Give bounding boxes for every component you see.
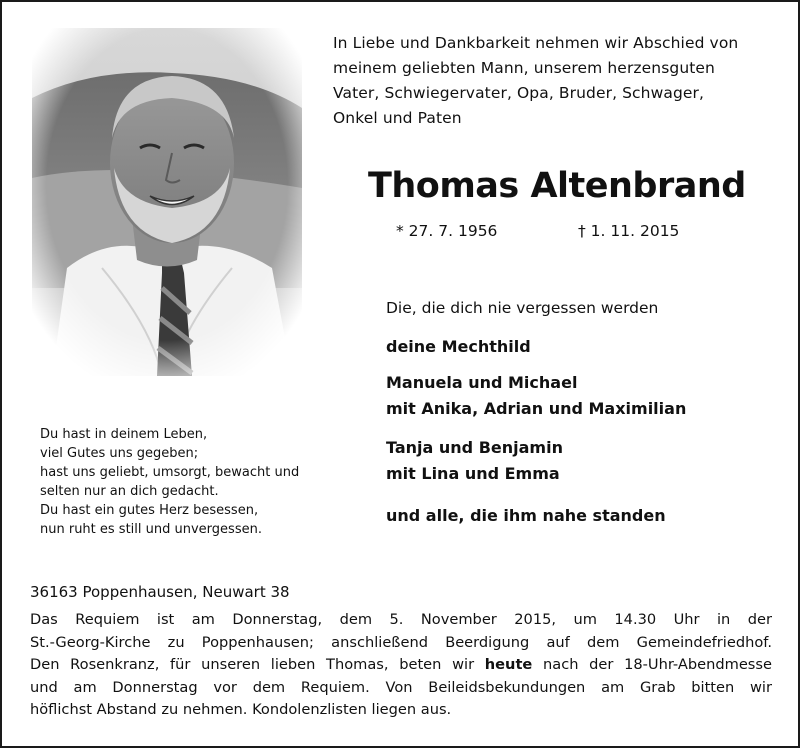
intro-line: In Liebe und Dankbarkeit nehmen wir Abschied von [333, 34, 739, 52]
mourner-group-4 [386, 503, 666, 529]
mourner-line: und alle, die ihm nahe standen [386, 506, 666, 525]
intro-line: Onkel und Paten [333, 109, 462, 127]
notice-text: nach der 18-Uhr-Abendmesse [532, 656, 772, 674]
poem-line: Du hast in deinem Leben, [40, 427, 208, 442]
mourners-intro: Die, die dich nie vergessen werden [386, 299, 659, 317]
intro-line: Vater, Schwiegervater, Opa, Bruder, Schwager, [333, 84, 705, 102]
notice-emphasis: heute [484, 656, 533, 674]
intro-text [333, 31, 773, 131]
notice-line: Das Requiem ist am Donnerstag, dem 5. November 2015, um 14.30 Uhr in der [30, 611, 772, 628]
poem-line: hast uns geliebt, umsorgt, bewacht und [40, 465, 300, 480]
address: 36163 Poppenhausen, Neuwart 38 [30, 583, 290, 601]
mourner-line: Manuela und Michael [386, 373, 578, 392]
mourner-group-2 [386, 370, 686, 422]
mourner-group-1 [386, 334, 531, 360]
portrait-photo [32, 28, 302, 376]
poem-line: nun ruht es still und unvergessen. [40, 522, 262, 537]
mourner-line: mit Anika, Adrian und Maximilian [386, 399, 687, 418]
deceased-name: Thomas Altenbrand [368, 166, 746, 206]
notice-line [30, 654, 772, 677]
death-date: † 1. 11. 2015 [578, 222, 680, 240]
notice-line: höflichst Abstand zu nehmen. Kondolenzlisten liegen aus. [30, 701, 452, 719]
mourner-line: mit Lina und Emma [386, 464, 560, 483]
mourner-line: deine Mechthild [386, 337, 531, 356]
notice-line: St.-Georg-Kirche zu Poppenhausen; anschließend Beerdigung auf dem Gemeindefriedhof. [30, 633, 772, 651]
intro-line: meinem geliebten Mann, unserem herzensguten [333, 59, 715, 77]
notice-text: Den Rosenkranz, für unseren lieben Thomas, beten wir [30, 656, 485, 674]
poem-line: Du hast ein gutes Herz besessen, [40, 503, 259, 518]
birth-date: * 27. 7. 1956 [396, 222, 498, 240]
poem-line: selten nur an dich gedacht. [40, 484, 219, 499]
funeral-notice [30, 609, 772, 722]
mourner-line: Tanja und Benjamin [386, 438, 563, 457]
notice-line: und am Donnerstag vor dem Requiem. Von Beileidsbekundungen am Grab bitten wir [30, 678, 772, 696]
poem [40, 425, 299, 539]
mourner-group-3 [386, 435, 563, 487]
poem-line: viel Gutes uns gegeben; [40, 446, 199, 461]
